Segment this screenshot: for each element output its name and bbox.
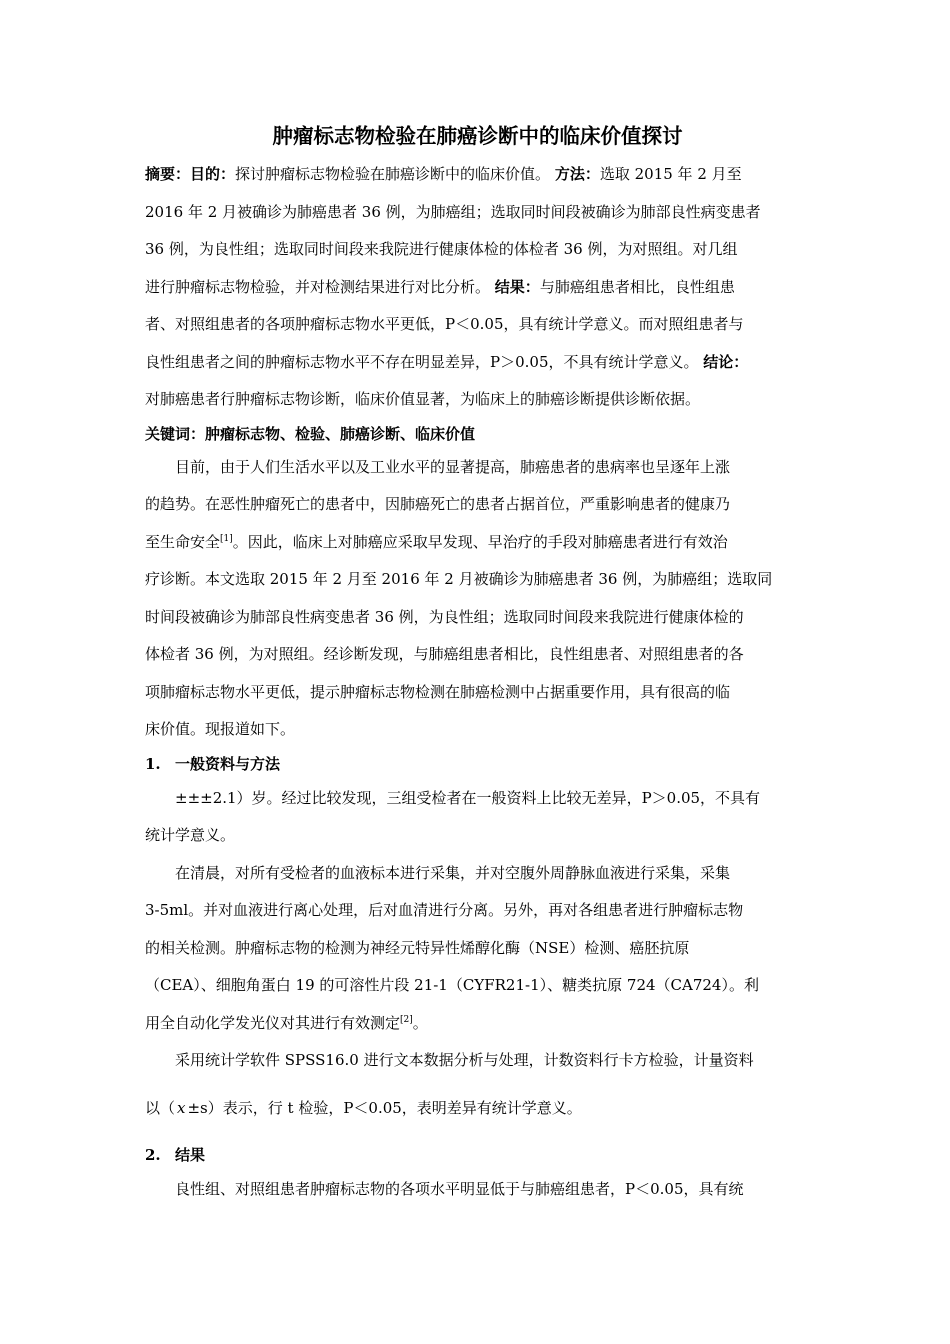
- paragraph-line: [145, 1005, 810, 1043]
- abstract-line: [145, 269, 810, 307]
- method-label: 方法：: [554, 165, 600, 183]
- intro-line: [145, 524, 810, 562]
- method-text: 选取 2015 年 2 月至: [599, 165, 742, 183]
- abstract-line: [145, 156, 810, 194]
- abstract: [145, 156, 810, 419]
- keywords: 关键词：肿瘤标志物、检验、肺癌诊断、临床价值: [145, 424, 476, 443]
- abstract-line: 者、对照组患者的各项肿瘤标志物水平更低，P＜0.05，具有统计学意义。而对照组患者与: [145, 315, 744, 333]
- intro-line: 时间段被确诊为肺部良性病变患者 36 例，为良性组；选取同时间段来我院进行健康体检的: [145, 607, 744, 626]
- document-body: [145, 116, 810, 1209]
- mean-x-symbol: x: [175, 1090, 187, 1128]
- paragraph-line: 的相关检测。肿瘤标志物的检测为神经元特异性烯醇化酶（NSE）检测、癌胚抗原: [145, 938, 690, 957]
- section-title: 一般资料与方法: [175, 754, 281, 773]
- section-1-body: [145, 780, 810, 1128]
- section-heading-1: [145, 749, 810, 780]
- result-text: 良性组患者之间的肿瘤标志物水平不存在明显差异，P＞0.05，不具有统计学意义。: [145, 352, 699, 371]
- intro-line: 疗诊断。本文选取 2015 年 2 月至 2016 年 2 月被确诊为肺癌患者 36 例，为肺癌组；选取同: [145, 570, 773, 588]
- paragraph-line: （CEA）、细胞角蛋白 19 的可溶性片段 21-1（CYFR21-1）、糖类抗原 724（CA724）。利: [145, 976, 759, 994]
- abstract-line: 2016 年 2 月被确诊为肺癌患者 36 例，为肺癌组；选取同时间段被确诊为肺部良性病变患者: [145, 202, 761, 221]
- paragraph-line: 采用统计学软件 SPSS16.0 进行文本数据分析与处理，计数资料行卡方检验，计量资料: [175, 1051, 754, 1069]
- paragraph-text: 。: [412, 1013, 428, 1032]
- intro-text: 至生命安全: [145, 532, 221, 551]
- result-text: 与肺癌组患者相比，良性组患: [539, 277, 735, 296]
- paragraph-line: 良性组、对照组患者肿瘤标志物的各项水平明显低于与肺癌组患者，P＜0.05，具有统: [175, 1180, 744, 1198]
- intro-line: 体检者 36 例，为对照组。经诊断发现，与肺癌组患者相比，良性组患者、对照组患者的各: [145, 645, 744, 663]
- introduction: [145, 449, 810, 749]
- intro-text: 。因此，临床上对肺癌应采取早发现、早治疗的手段对肺癌患者进行有效治: [232, 532, 728, 551]
- intro-line: 床价值。现报道如下。: [145, 720, 296, 738]
- section-2-body: [145, 1171, 810, 1209]
- paragraph-line: 在清晨，对所有受检者的血液标本进行采集，并对空腹外周静脉血液进行采集，采集: [175, 863, 731, 882]
- paragraph-line: 3-5ml。并对血液进行离心处理，后对血清进行分离。另外，再对各组患者进行肿瘤标志物: [145, 901, 744, 919]
- paragraph-line: [145, 1090, 810, 1128]
- section-title: 结果: [175, 1146, 206, 1164]
- paragraph-line: ±±±2.1）岁。经过比较发现，三组受检者在一般资料上比较无差异，P＞0.05，不具有: [175, 788, 761, 807]
- citation-ref-2: [2]: [400, 1014, 413, 1025]
- conclusion-label: 结论：: [703, 352, 749, 371]
- abstract-line: 对肺癌患者行肿瘤标志物诊断，临床价值显著，为临床上的肺癌诊断提供诊断依据。: [145, 390, 701, 408]
- abstract-line: 36 例，为良性组；选取同时间段来我院进行健康体检的体检者 36 例，为对照组。对几组: [145, 240, 738, 258]
- paragraph-line: 统计学意义。: [145, 826, 236, 844]
- citation-ref-1: [1]: [220, 533, 233, 544]
- paper-title: 肿瘤标志物检验在肺癌诊断中的临床价值探讨: [272, 124, 683, 148]
- abstract-line: [145, 344, 810, 382]
- section-number: 1.: [145, 754, 161, 773]
- paragraph-text: ±s）表示，行 t 检验，P＜0.05，表明差异有统计学意义。: [187, 1098, 582, 1117]
- method-text: 进行肿瘤标志物检验，并对检测结果进行对比分析。: [145, 277, 491, 296]
- result-label: 结果：: [494, 277, 540, 296]
- paragraph-text: 以（: [145, 1098, 176, 1117]
- abstract-label: 摘要：: [145, 165, 191, 183]
- paragraph-text: 用全自动化学发光仪对其进行有效测定: [145, 1013, 401, 1032]
- purpose-text: 探讨肿瘤标志物检验在肺癌诊断中的临床价值。: [235, 165, 551, 183]
- section-heading-2: [145, 1140, 810, 1171]
- intro-line: 的趋势。在恶性肿瘤死亡的患者中，因肺癌死亡的患者占据首位，严重影响患者的健康乃: [145, 495, 731, 513]
- intro-line: 项肺瘤标志物水平更低，提示肿瘤标志物检测在肺癌检测中占据重要作用，具有很高的临: [145, 682, 731, 701]
- section-number: 2.: [145, 1146, 161, 1164]
- intro-line: 目前，由于人们生活水平以及工业水平的显著提高，肺癌患者的患病率也呈逐年上涨: [175, 457, 731, 476]
- purpose-label: 目的：: [190, 165, 236, 183]
